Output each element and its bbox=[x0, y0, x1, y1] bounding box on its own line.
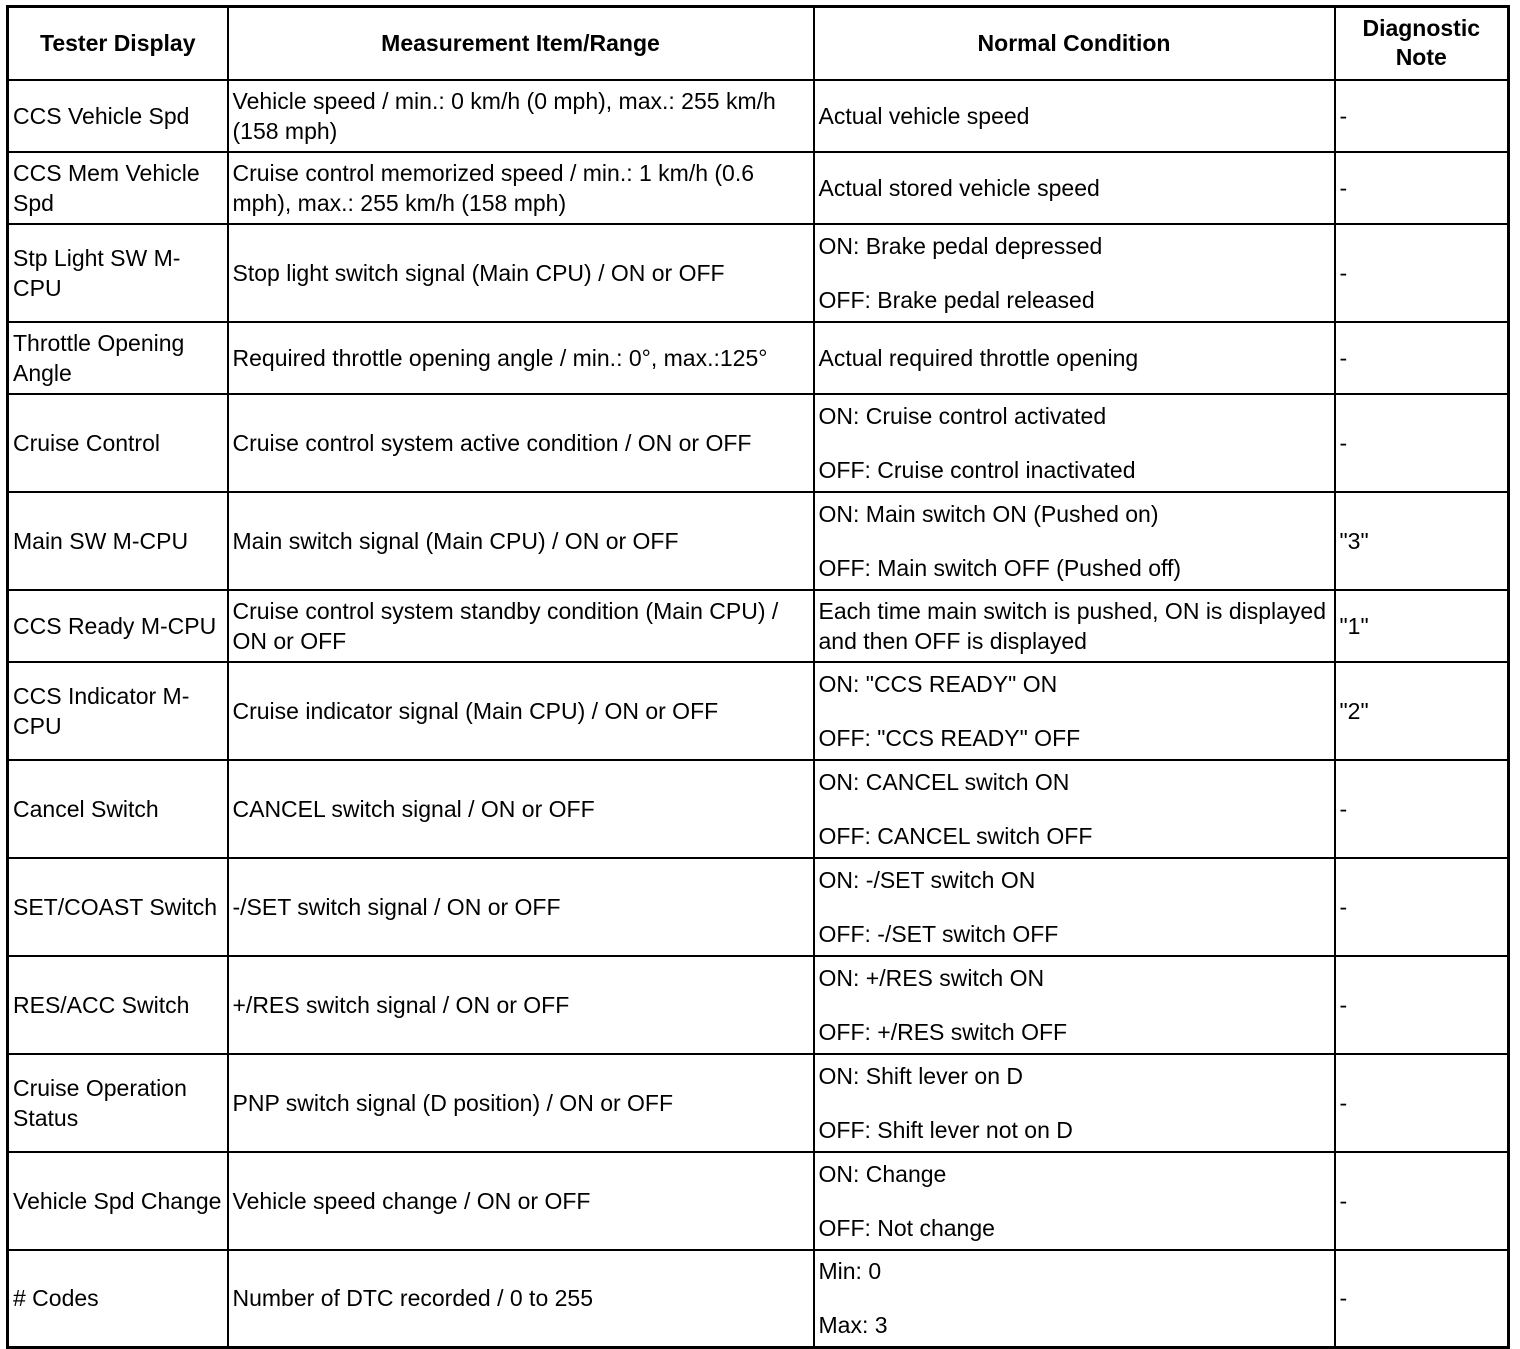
cell-tester-display: # Codes bbox=[8, 1250, 228, 1348]
table-body bbox=[8, 80, 1509, 1348]
cell-tester-display: Cancel Switch bbox=[8, 760, 228, 858]
cell-diagnostic-note: "2" bbox=[1335, 662, 1509, 760]
cell-normal-condition: Actual required throttle opening bbox=[814, 322, 1335, 394]
condition-off-text: OFF: Main switch OFF (Pushed off) bbox=[818, 554, 1182, 581]
cell-diagnostic-note: "3" bbox=[1335, 492, 1509, 590]
header-row bbox=[8, 7, 1509, 80]
condition-on-text: ON: +/RES switch ON bbox=[818, 964, 1045, 991]
cell-normal-condition bbox=[814, 858, 1335, 956]
header-tester-display: Tester Display bbox=[8, 7, 228, 80]
condition-pair bbox=[819, 401, 1334, 485]
cell-diagnostic-note: - bbox=[1335, 80, 1509, 152]
cell-normal-condition: Actual vehicle speed bbox=[814, 80, 1335, 152]
cell-measurement-item: -/SET switch signal / ON or OFF bbox=[228, 858, 814, 956]
cell-measurement-item: Cruise control system active condition / ON or OFF bbox=[228, 394, 814, 492]
cell-normal-condition bbox=[814, 956, 1335, 1054]
cell-measurement-item: Stop light switch signal (Main CPU) / ON or OFF bbox=[228, 224, 814, 322]
cell-normal-condition bbox=[814, 1054, 1335, 1152]
cell-diagnostic-note: - bbox=[1335, 224, 1509, 322]
condition-pair bbox=[819, 231, 1334, 315]
header-normal-condition: Normal Condition bbox=[814, 7, 1335, 80]
cell-diagnostic-note: - bbox=[1335, 1250, 1509, 1348]
cell-tester-display: Stp Light SW M-CPU bbox=[8, 224, 228, 322]
table-row bbox=[8, 1152, 1509, 1250]
cell-diagnostic-note: - bbox=[1335, 760, 1509, 858]
cell-tester-display: CCS Indicator M-CPU bbox=[8, 662, 228, 760]
cell-measurement-item: Vehicle speed change / ON or OFF bbox=[228, 1152, 814, 1250]
cell-normal-condition bbox=[814, 662, 1335, 760]
condition-off-text: OFF: Not change bbox=[818, 1214, 995, 1241]
cell-tester-display: Cruise Operation Status bbox=[8, 1054, 228, 1152]
cell-measurement-item: +/RES switch signal / ON or OFF bbox=[228, 956, 814, 1054]
condition-off-text: OFF: Cruise control inactivated bbox=[818, 456, 1136, 483]
cell-normal-condition: Each time main switch is pushed, ON is displayed and then OFF is displayed bbox=[814, 590, 1335, 662]
cell-diagnostic-note: - bbox=[1335, 394, 1509, 492]
header-diagnostic-note: Diagnostic Note bbox=[1335, 7, 1509, 80]
condition-on-text: ON: "CCS READY" ON bbox=[818, 670, 1058, 697]
cell-tester-display: RES/ACC Switch bbox=[8, 956, 228, 1054]
cell-measurement-item: Cruise control system standby condition (Main CPU) / ON or OFF bbox=[228, 590, 814, 662]
cell-diagnostic-note: - bbox=[1335, 322, 1509, 394]
condition-off-text: OFF: Brake pedal released bbox=[818, 286, 1095, 313]
cell-tester-display: CCS Ready M-CPU bbox=[8, 590, 228, 662]
cell-diagnostic-note: - bbox=[1335, 1152, 1509, 1250]
condition-pair bbox=[819, 669, 1334, 753]
cell-tester-display: Main SW M-CPU bbox=[8, 492, 228, 590]
cell-normal-condition bbox=[814, 224, 1335, 322]
cell-normal-condition bbox=[814, 760, 1335, 858]
table-row bbox=[8, 80, 1509, 152]
condition-on-text: ON: CANCEL switch ON bbox=[818, 768, 1070, 795]
condition-pair bbox=[819, 1159, 1334, 1243]
cell-tester-display: CCS Vehicle Spd bbox=[8, 80, 228, 152]
table-row bbox=[8, 492, 1509, 590]
table-row bbox=[8, 1250, 1509, 1348]
cell-measurement-item: Number of DTC recorded / 0 to 255 bbox=[228, 1250, 814, 1348]
cell-measurement-item: Required throttle opening angle / min.: 0°, max.:125° bbox=[228, 322, 814, 394]
condition-off-text: OFF: -/SET switch OFF bbox=[818, 920, 1059, 947]
table-row bbox=[8, 394, 1509, 492]
cell-tester-display: SET/COAST Switch bbox=[8, 858, 228, 956]
cell-diagnostic-note: - bbox=[1335, 956, 1509, 1054]
condition-off-text: OFF: +/RES switch OFF bbox=[818, 1018, 1068, 1045]
table-row bbox=[8, 224, 1509, 322]
cell-normal-condition: Actual stored vehicle speed bbox=[814, 152, 1335, 224]
cell-normal-condition bbox=[814, 1250, 1335, 1348]
cell-measurement-item: Cruise indicator signal (Main CPU) / ON or OFF bbox=[228, 662, 814, 760]
cell-tester-display: Throttle Opening Angle bbox=[8, 322, 228, 394]
cell-tester-display: CCS Mem Vehicle Spd bbox=[8, 152, 228, 224]
cell-measurement-item: Vehicle speed / min.: 0 km/h (0 mph), max.: 255 km/h (158 mph) bbox=[228, 80, 814, 152]
table-row bbox=[8, 590, 1509, 662]
cell-tester-display: Vehicle Spd Change bbox=[8, 1152, 228, 1250]
condition-on-text: ON: Cruise control activated bbox=[818, 402, 1107, 429]
cell-measurement-item: PNP switch signal (D position) / ON or OFF bbox=[228, 1054, 814, 1152]
condition-off-text: OFF: CANCEL switch OFF bbox=[818, 822, 1093, 849]
table-row bbox=[8, 760, 1509, 858]
condition-on-text: ON: Main switch ON (Pushed on) bbox=[818, 500, 1159, 527]
cell-tester-display: Cruise Control bbox=[8, 394, 228, 492]
condition-on-text: Min: 0 bbox=[818, 1258, 882, 1285]
header-measurement-item: Measurement Item/Range bbox=[228, 7, 814, 80]
table-row bbox=[8, 1054, 1509, 1152]
table-row bbox=[8, 858, 1509, 956]
table-row bbox=[8, 152, 1509, 224]
table-row bbox=[8, 956, 1509, 1054]
condition-pair bbox=[819, 865, 1334, 949]
condition-off-text: Max: 3 bbox=[818, 1312, 888, 1339]
condition-pair bbox=[819, 963, 1334, 1047]
cell-measurement-item: Cruise control memorized speed / min.: 1 km/h (0.6 mph), max.: 255 km/h (158 mph) bbox=[228, 152, 814, 224]
cell-normal-condition bbox=[814, 394, 1335, 492]
cell-diagnostic-note: - bbox=[1335, 1054, 1509, 1152]
condition-on-text: ON: -/SET switch ON bbox=[818, 866, 1036, 893]
table-row bbox=[8, 662, 1509, 760]
data-list-table bbox=[6, 5, 1510, 1349]
condition-off-text: OFF: Shift lever not on D bbox=[818, 1116, 1073, 1143]
cell-measurement-item: Main switch signal (Main CPU) / ON or OFF bbox=[228, 492, 814, 590]
condition-on-text: ON: Change bbox=[818, 1160, 947, 1187]
condition-pair bbox=[819, 767, 1334, 851]
cell-normal-condition bbox=[814, 1152, 1335, 1250]
cell-measurement-item: CANCEL switch signal / ON or OFF bbox=[228, 760, 814, 858]
condition-on-text: ON: Brake pedal depressed bbox=[818, 232, 1103, 259]
condition-off-text: OFF: "CCS READY" OFF bbox=[818, 724, 1081, 751]
cell-diagnostic-note: - bbox=[1335, 858, 1509, 956]
cell-normal-condition bbox=[814, 492, 1335, 590]
condition-pair bbox=[819, 1061, 1334, 1145]
table-row bbox=[8, 322, 1509, 394]
cell-diagnostic-note: - bbox=[1335, 152, 1509, 224]
cell-diagnostic-note: "1" bbox=[1335, 590, 1509, 662]
condition-on-text: ON: Shift lever on D bbox=[818, 1062, 1024, 1089]
condition-pair bbox=[819, 499, 1334, 583]
condition-pair bbox=[819, 1256, 1334, 1340]
